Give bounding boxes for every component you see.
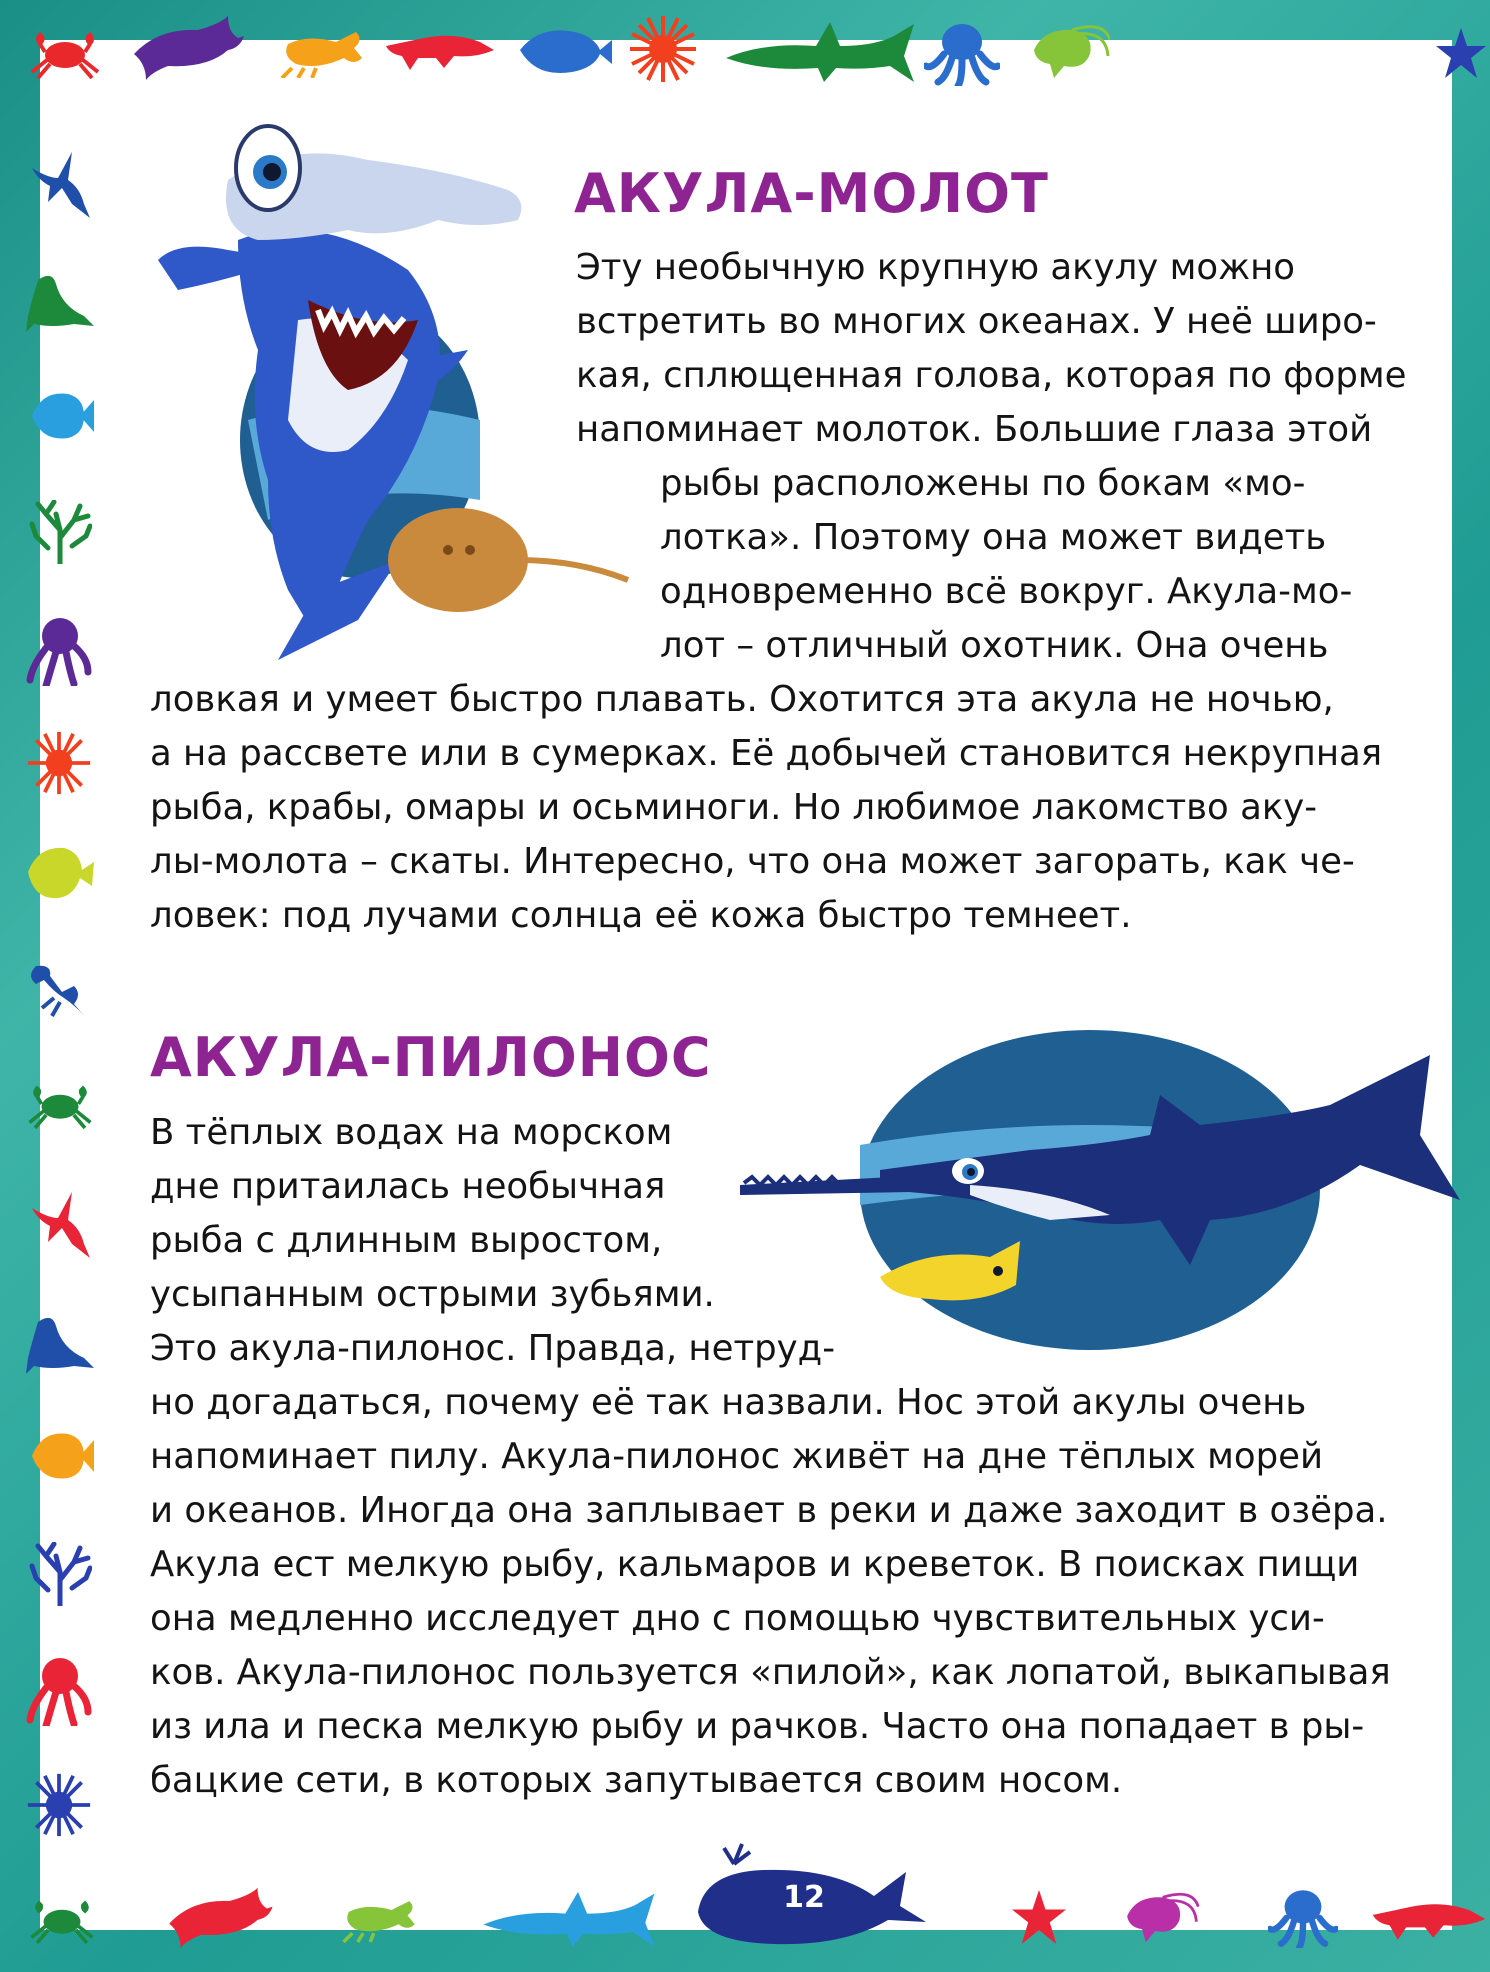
- coral-icon: [28, 1542, 92, 1606]
- shark-icon: [28, 1188, 90, 1258]
- crab-icon: [24, 1074, 96, 1132]
- hammerhead-shark-illustration: [118, 120, 638, 680]
- hammerhead-line: лы-молота – скаты. Интересно, что она может загорать, как че-: [150, 841, 1355, 882]
- hammerhead-line: кая, сплющенная голова, которая по форме: [576, 355, 1407, 396]
- fish-icon: [28, 386, 94, 446]
- sawshark-line: ков. Акула-пилонос пользуется «пилой», как лопатой, выкапывая: [150, 1652, 1391, 1693]
- coral-icon: [28, 500, 92, 564]
- lobster-icon: [24, 958, 94, 1022]
- sawshark-line: напоминает пилу. Акула-пилонос живёт на дне тёплых морей: [150, 1436, 1324, 1477]
- sawshark-line: дне притаилась необычная: [150, 1166, 666, 1207]
- sawshark-line: Это акула-пилонос. Правда, нетруд-: [150, 1328, 836, 1369]
- hammerhead-title: АКУЛА-МОЛОТ: [574, 162, 1049, 225]
- sawshark-line: из ила и песка мелкую рыбу и рачков. Часто она попадает в ры-: [150, 1706, 1365, 1747]
- lobster-icon: [340, 1892, 420, 1944]
- shark-icon: [480, 1890, 656, 1950]
- seal-icon: [24, 1312, 94, 1374]
- starfish-icon: [1012, 1890, 1066, 1944]
- sawshark-line: рыба с длинным выростом,: [150, 1220, 663, 1261]
- sawshark-line: В тёплых водах на морском: [150, 1112, 673, 1153]
- dolphin-icon: [128, 14, 248, 80]
- hammerhead-line: напоминает молоток. Большие глаза этой: [576, 409, 1373, 450]
- sea-urchin-icon: [628, 14, 698, 84]
- hammerhead-line: рыба, крабы, омары и осьминоги. Но любимое лакомство аку-: [150, 787, 1318, 828]
- shark-icon: [28, 148, 90, 218]
- sawshark-line: бацкие сети, в которых запутывается своим носом.: [150, 1760, 1123, 1801]
- dolphin-icon: [152, 1886, 288, 1948]
- hammerhead-line: встретить во многих океанах. У неё широ-: [576, 301, 1377, 342]
- sawshark-line: Акула ест мелкую рыбу, кальмаров и креветок. В поисках пищи: [150, 1544, 1360, 1585]
- sea-urchin-icon: [26, 1772, 92, 1838]
- hammerhead-line: одновременно всё вокруг. Акула-мо-: [660, 571, 1353, 612]
- crab-icon: [26, 1890, 98, 1946]
- sawshark-line: она медленно исследует дно с помощью чувствительных уси-: [150, 1598, 1325, 1639]
- hammerhead-line: Эту необычную крупную акулу можно: [576, 247, 1295, 288]
- sawshark-line: но догадаться, почему её так назвали. Нос этой акулы очень: [150, 1382, 1307, 1423]
- hammerhead-line: ловкая и умеет быстро плавать. Охотится эта акула не ночью,: [150, 679, 1334, 720]
- octopus-icon: [924, 20, 1000, 86]
- page-number: 12: [783, 1880, 825, 1915]
- octopus-icon: [26, 614, 92, 686]
- seal-icon: [24, 270, 94, 332]
- crocodile-icon: [384, 24, 494, 74]
- octopus-icon: [1268, 1886, 1338, 1948]
- sea-urchin-icon: [26, 730, 92, 796]
- octopus-icon: [26, 1654, 92, 1726]
- lobster-icon: [278, 24, 368, 78]
- hammerhead-line: лотка». Поэтому она может видеть: [660, 517, 1327, 558]
- hammerhead-line: а на рассвете или в сумерках. Её добычей становится некрупная: [150, 733, 1383, 774]
- starfish-icon: [1436, 28, 1486, 78]
- flatfish-icon: [512, 20, 612, 82]
- fish-icon: [28, 1426, 94, 1486]
- sawshark-line: и океанов. Иногда она заплывает в реки и даже заходит в озёра.: [150, 1490, 1388, 1531]
- flatfish-icon: [24, 842, 94, 904]
- shrimp-icon: [1024, 20, 1110, 82]
- hammerhead-line: рыбы расположены по бокам «мо-: [660, 463, 1306, 504]
- hammerhead-line: ловек: под лучами солнца её кожа быстро темнеет.: [150, 895, 1132, 936]
- sawshark-title: АКУЛА-ПИЛОНОС: [150, 1026, 712, 1089]
- crab-icon: [26, 22, 104, 80]
- shrimp-icon: [1110, 1888, 1206, 1946]
- crocodile-icon: [1370, 1892, 1486, 1944]
- hammerhead-line: лот – отличный охотник. Она очень: [660, 625, 1329, 666]
- shark-icon: [724, 20, 914, 86]
- sawshark-line: усыпанным острыми зубьями.: [150, 1274, 715, 1315]
